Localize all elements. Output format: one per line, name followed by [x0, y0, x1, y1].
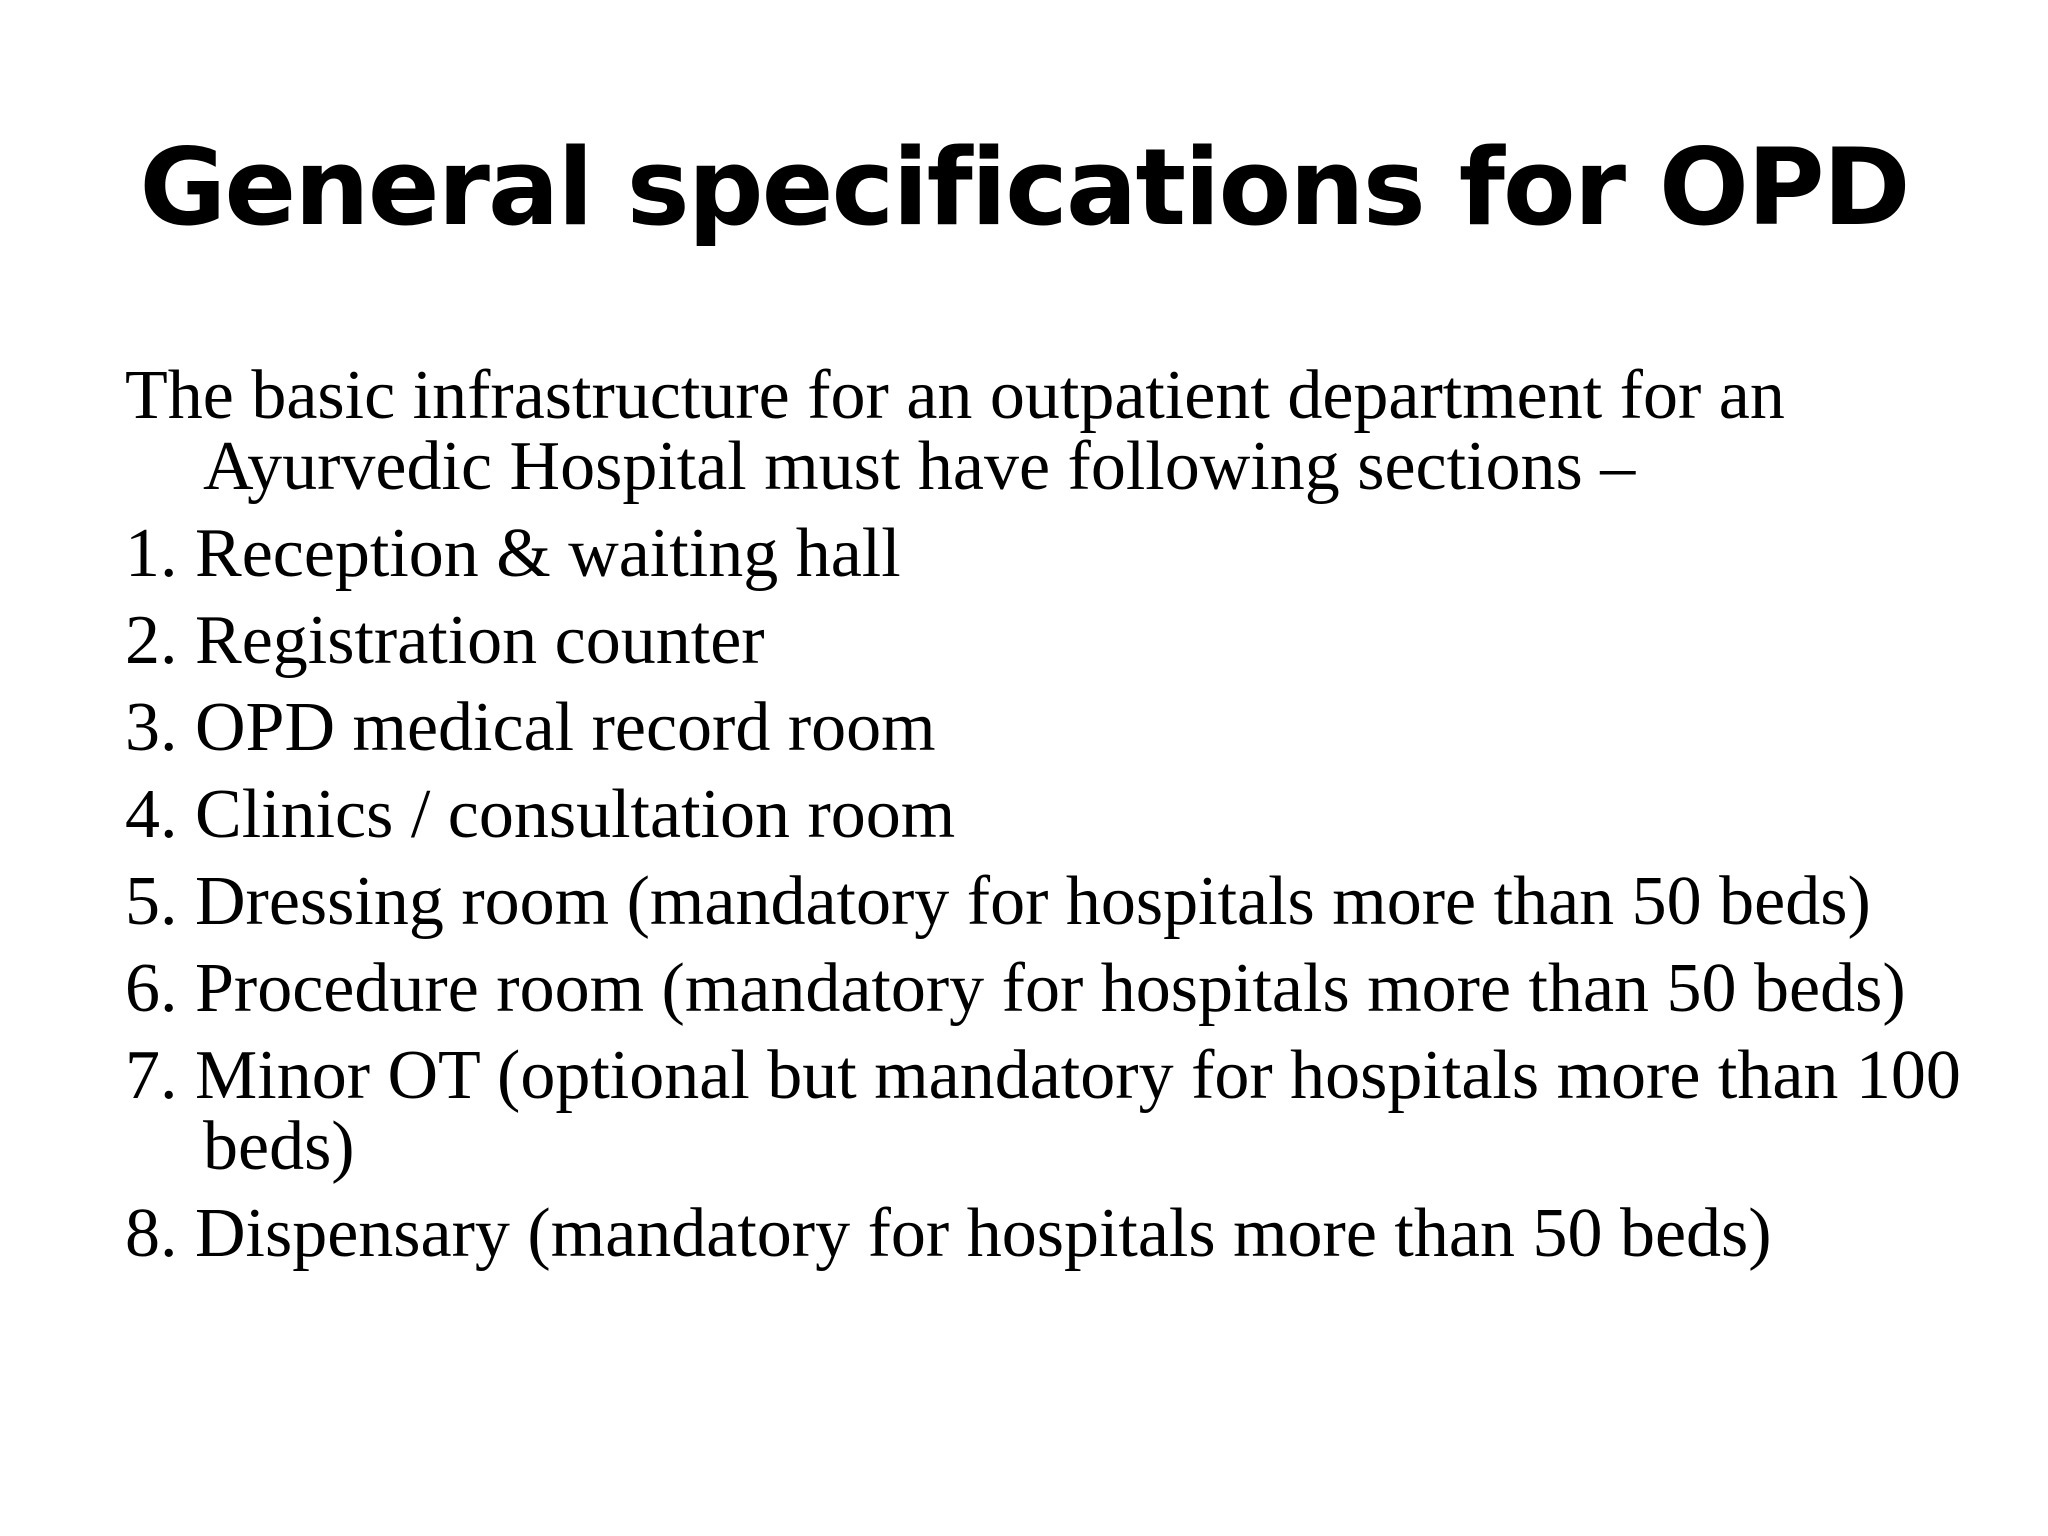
- sections-list: [125, 515, 1965, 1272]
- intro-paragraph: The basic infrastructure for an outpatient department for an Ayurvedic Hospital must have following sections –: [125, 357, 1785, 505]
- list-item: 6. Procedure room (mandatory for hospitals more than 50 beds): [125, 950, 1906, 1027]
- list-item: 2. Registration counter: [125, 602, 765, 679]
- list-item: 3. OPD medical record room: [125, 689, 936, 766]
- slide-body: [125, 357, 1965, 1285]
- list-item: 1. Reception & waiting hall: [125, 515, 901, 592]
- list-item: 8. Dispensary (mandatory for hospitals more than 50 beds): [125, 1195, 1772, 1272]
- list-item: 7. Minor OT (optional but mandatory for hospitals more than 100 beds): [125, 1037, 1961, 1185]
- list-item: 4. Clinics / consultation room: [125, 776, 956, 853]
- list-item: 5. Dressing room (mandatory for hospitals more than 50 beds): [125, 863, 1871, 940]
- slide-title: General specifications for OPD: [139, 126, 1909, 249]
